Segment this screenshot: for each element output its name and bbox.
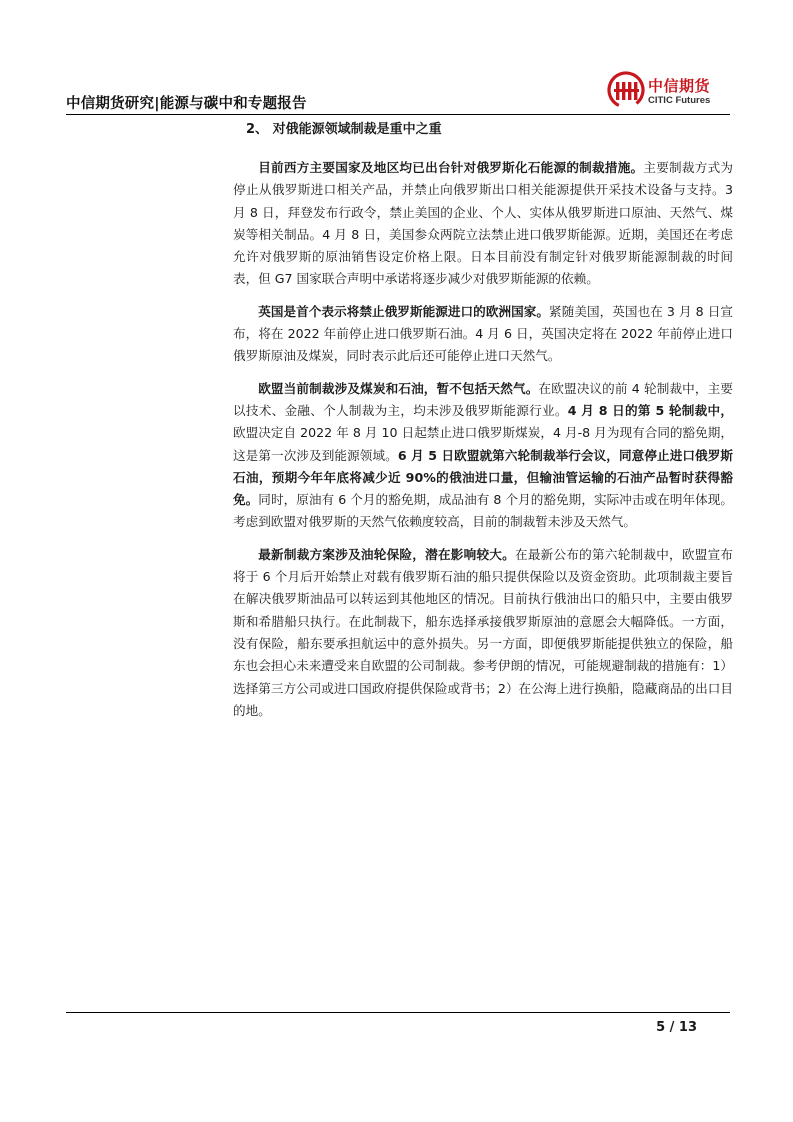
body-text: 主要制裁方式为停止从俄罗斯进口相关产品，并禁止向俄罗斯出口相关能源提供开采技术设备与支持。3 月 8 日，拜登发布行政令，禁止美国的企业、个人、实体从俄罗斯进口原油、天然气、煤炭等相关制品。4 月 8 日，美国参众两院立法禁止进口俄罗斯能源。近期，美国还在考虑允许对俄罗斯的原油销售设定价格上限。日本目前没有制定针对俄罗斯能源制裁的时间表，但 G7 国家联合声明中承诺将逐步减少对俄罗斯能源的依赖。 xyxy=(233,160,734,287)
body-text: 在欧盟决议的前 4 轮制裁中，主要以技术、金融、个人制裁为主，均未涉及俄罗斯能源行业。 xyxy=(233,380,733,418)
paragraph-3 xyxy=(233,378,733,534)
page-header xyxy=(66,68,728,114)
paragraph-2 xyxy=(233,301,733,368)
logo-english-text: CITIC Futures xyxy=(648,95,711,106)
section-heading: 2、 对俄能源领域制裁是重中之重 xyxy=(246,122,442,137)
bold-lead-text: 英国是首个表示将禁止俄罗斯能源进口的欧洲国家。 xyxy=(258,303,550,319)
logo-chinese-text: 中信期货 xyxy=(648,77,711,95)
report-body xyxy=(233,121,733,732)
bold-lead-text: 6 月 5 日欧盟就第六轮制裁举行会议，同意停止进口俄罗斯石油，预期今年年底将减少近 90%的俄油进口量，但输油管运输的石油产品暂时获得豁免。 xyxy=(233,447,734,508)
body-text: 同时，原油有 6 个月的豁免期，成品油有 8 个月的豁免期，实际冲击或在明年体现。考虑到欧盟对俄罗斯的天然气依赖度较高，目前的制裁暂未涉及天然气。 xyxy=(233,492,734,530)
body-text: 在最新公布的第六轮制裁中，欧盟宣布将于 6 个月后开始禁止对载有俄罗斯石油的船只提供保险以及资金资助。此项制裁主要旨在解决俄罗斯油品可以转运到其他地区的情况。目前执行俄油出口的船只中，主要由俄罗斯和希腊船只执行。在此制裁下，船东选择承接俄罗斯原油的意愿会大幅降低。一方面，没有保险，船东要承担航运中的意外损失。另一方面，即便俄罗斯能提供独立的保险，船东也会担心未来遭受来自欧盟的公司制裁。参考伊朗的情况，可能规避制裁的措施有：1）选择第三方公司或进口国政府提供保险或背书；2）在公海上进行换船，隐藏商品的出口目的地。 xyxy=(233,546,734,718)
footer-divider xyxy=(66,1012,730,1013)
bold-lead-text: 最新制裁方案涉及油轮保险，潜在影响较大。 xyxy=(258,546,515,562)
citic-futures-logo xyxy=(606,70,728,112)
bold-lead-text: 欧盟当前制裁涉及煤炭和石油，暂不包括天然气。 xyxy=(258,380,539,396)
header-divider xyxy=(66,114,730,115)
bold-lead-text: 目前西方主要国家及地区均已出台针对俄罗斯化石能源的制裁措施。 xyxy=(258,160,644,175)
body-text: 欧盟决定自 2022 年 8 月 10 日起禁止进口俄罗斯煤炭，4 月-8 月为现有合同的豁免期，这是第一次涉及到能源领域。 xyxy=(233,425,733,463)
bold-lead-text: 4 月 8 日的第 5 轮制裁中， xyxy=(567,402,734,418)
citic-emblem-icon xyxy=(606,70,646,110)
paragraph-4 xyxy=(233,544,733,722)
report-series-title: 中信期货研究|能源与碳中和专题报告 xyxy=(66,96,307,112)
paragraph-1 xyxy=(233,157,733,291)
page-number: 5 / 13 xyxy=(656,1020,697,1035)
body-text: 紧随美国，英国也在 3 月 8 日宣布，将在 2022 年前停止进口俄罗斯石油。4 月 6 日，英国决定将在 2022 年前停止进口俄罗斯原油及煤炭，同时表示此后还可能停止进口天然气。 xyxy=(233,303,733,364)
